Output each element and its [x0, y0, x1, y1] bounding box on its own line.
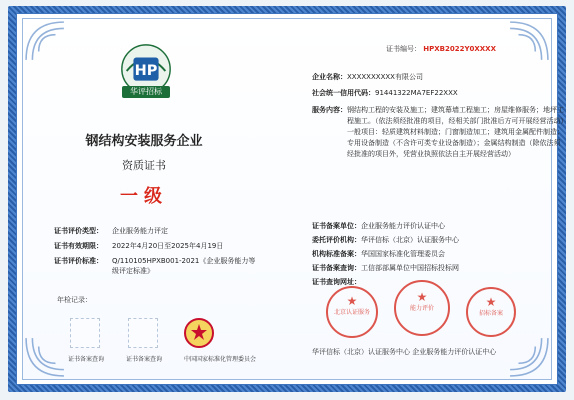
- info-value: Q/110105HPXB001-2021《企业服务能力等级评定标准》: [112, 257, 256, 275]
- company-value: XXXXXXXXXX有限公司: [347, 73, 423, 81]
- credit-label: 社会统一信用代码：: [312, 89, 375, 97]
- info-key: 证书备案查询：: [312, 264, 361, 272]
- info-row-type: [54, 226, 257, 236]
- issuer-footer: 华评信标（北京）认证服务中心 企业服务能力评价认证中心: [312, 348, 497, 356]
- scope-value: 钢结构工程的安装及施工；建筑幕墙工程施工；房屋维修服务；地坪工程施工。（依法须经批准的项目，经相关部门批准后方可开展经营活动）一般项目：轻质建筑材料制造；门窗制造加工；建筑用金属配件制造；专用设备制造（不含许可类专业设备制造）；金属结构制造（除依法须经批准的项目外，凭营业执照依法自主开展经营活动）: [347, 106, 564, 158]
- national-emblem-icon: [183, 317, 215, 349]
- info-row: [312, 221, 445, 232]
- stamp-text: 招标备案: [478, 310, 503, 317]
- bottom-label: 证书备案查询: [67, 356, 104, 363]
- stamp-text: 能力评价: [409, 305, 434, 312]
- credit-row: [312, 88, 458, 99]
- credit-value: 91441322MA7EF22XXX: [375, 89, 458, 97]
- star-icon: ★: [485, 295, 497, 309]
- corner-ornament-icon: [508, 336, 550, 378]
- certificate-subtitle: 资质证书: [122, 159, 166, 172]
- bottom-label: 中国国家标准化管理委员会: [183, 356, 256, 363]
- scope-row: [312, 105, 567, 160]
- level-grade: 一级: [120, 186, 168, 207]
- info-value: 工信部部属单位中国招标投标网: [361, 264, 459, 272]
- qr-code-icon: [70, 318, 100, 348]
- scope-label: 服务内容：: [312, 106, 347, 114]
- qr-code-icon: [128, 318, 158, 348]
- cert-no-value: HPXB2022Y0XXXX: [423, 45, 496, 53]
- annual-inspection-label: 年检记录：: [57, 296, 92, 304]
- info-row: [312, 249, 445, 260]
- info-row: [312, 263, 459, 274]
- info-key: 委托评价机构：: [312, 236, 361, 244]
- seal-stamp: [466, 287, 516, 337]
- logo-band: 华评招标: [122, 86, 170, 98]
- info-value: 华国国家标准化管理委员会: [361, 250, 445, 258]
- info-key: 证书备案单位：: [312, 222, 361, 230]
- svg-text:HP: HP: [134, 62, 158, 79]
- company-row: [312, 72, 423, 83]
- corner-ornament-icon: [508, 20, 550, 62]
- cert-no-label: 证书编号：: [386, 45, 421, 53]
- info-value: 企业服务能力评价认证中心: [361, 222, 445, 230]
- certificate-number: [386, 44, 496, 54]
- info-key: 机构标准备案：: [312, 250, 361, 258]
- seal-stamp: [326, 286, 378, 338]
- star-icon: ★: [416, 290, 428, 304]
- corner-ornament-icon: [24, 20, 66, 62]
- info-row-validity: [54, 241, 257, 251]
- stamp-text: 北京认证服务: [333, 309, 370, 316]
- info-key: 证书查询网址：: [312, 278, 361, 286]
- info-value: 2022年4月20日至2025年4月19日: [112, 242, 224, 250]
- info-key: 证书评价标准：: [54, 257, 103, 265]
- certificate-title: 钢结构安装服务企业: [85, 134, 203, 149]
- info-key: 证书评价类型：: [54, 227, 103, 235]
- info-row: [312, 235, 459, 246]
- info-key: 证书有效期限：: [54, 242, 103, 250]
- info-value: 企业服务能力评定: [112, 227, 168, 235]
- star-icon: ★: [346, 294, 358, 308]
- seal-stamp: [394, 280, 450, 336]
- bottom-label: 证书备案查询: [125, 356, 162, 363]
- info-row-standard: [54, 256, 257, 276]
- company-label: 企业名称：: [312, 73, 347, 81]
- info-value: 华评信标（北京）认证服务中心: [361, 236, 459, 244]
